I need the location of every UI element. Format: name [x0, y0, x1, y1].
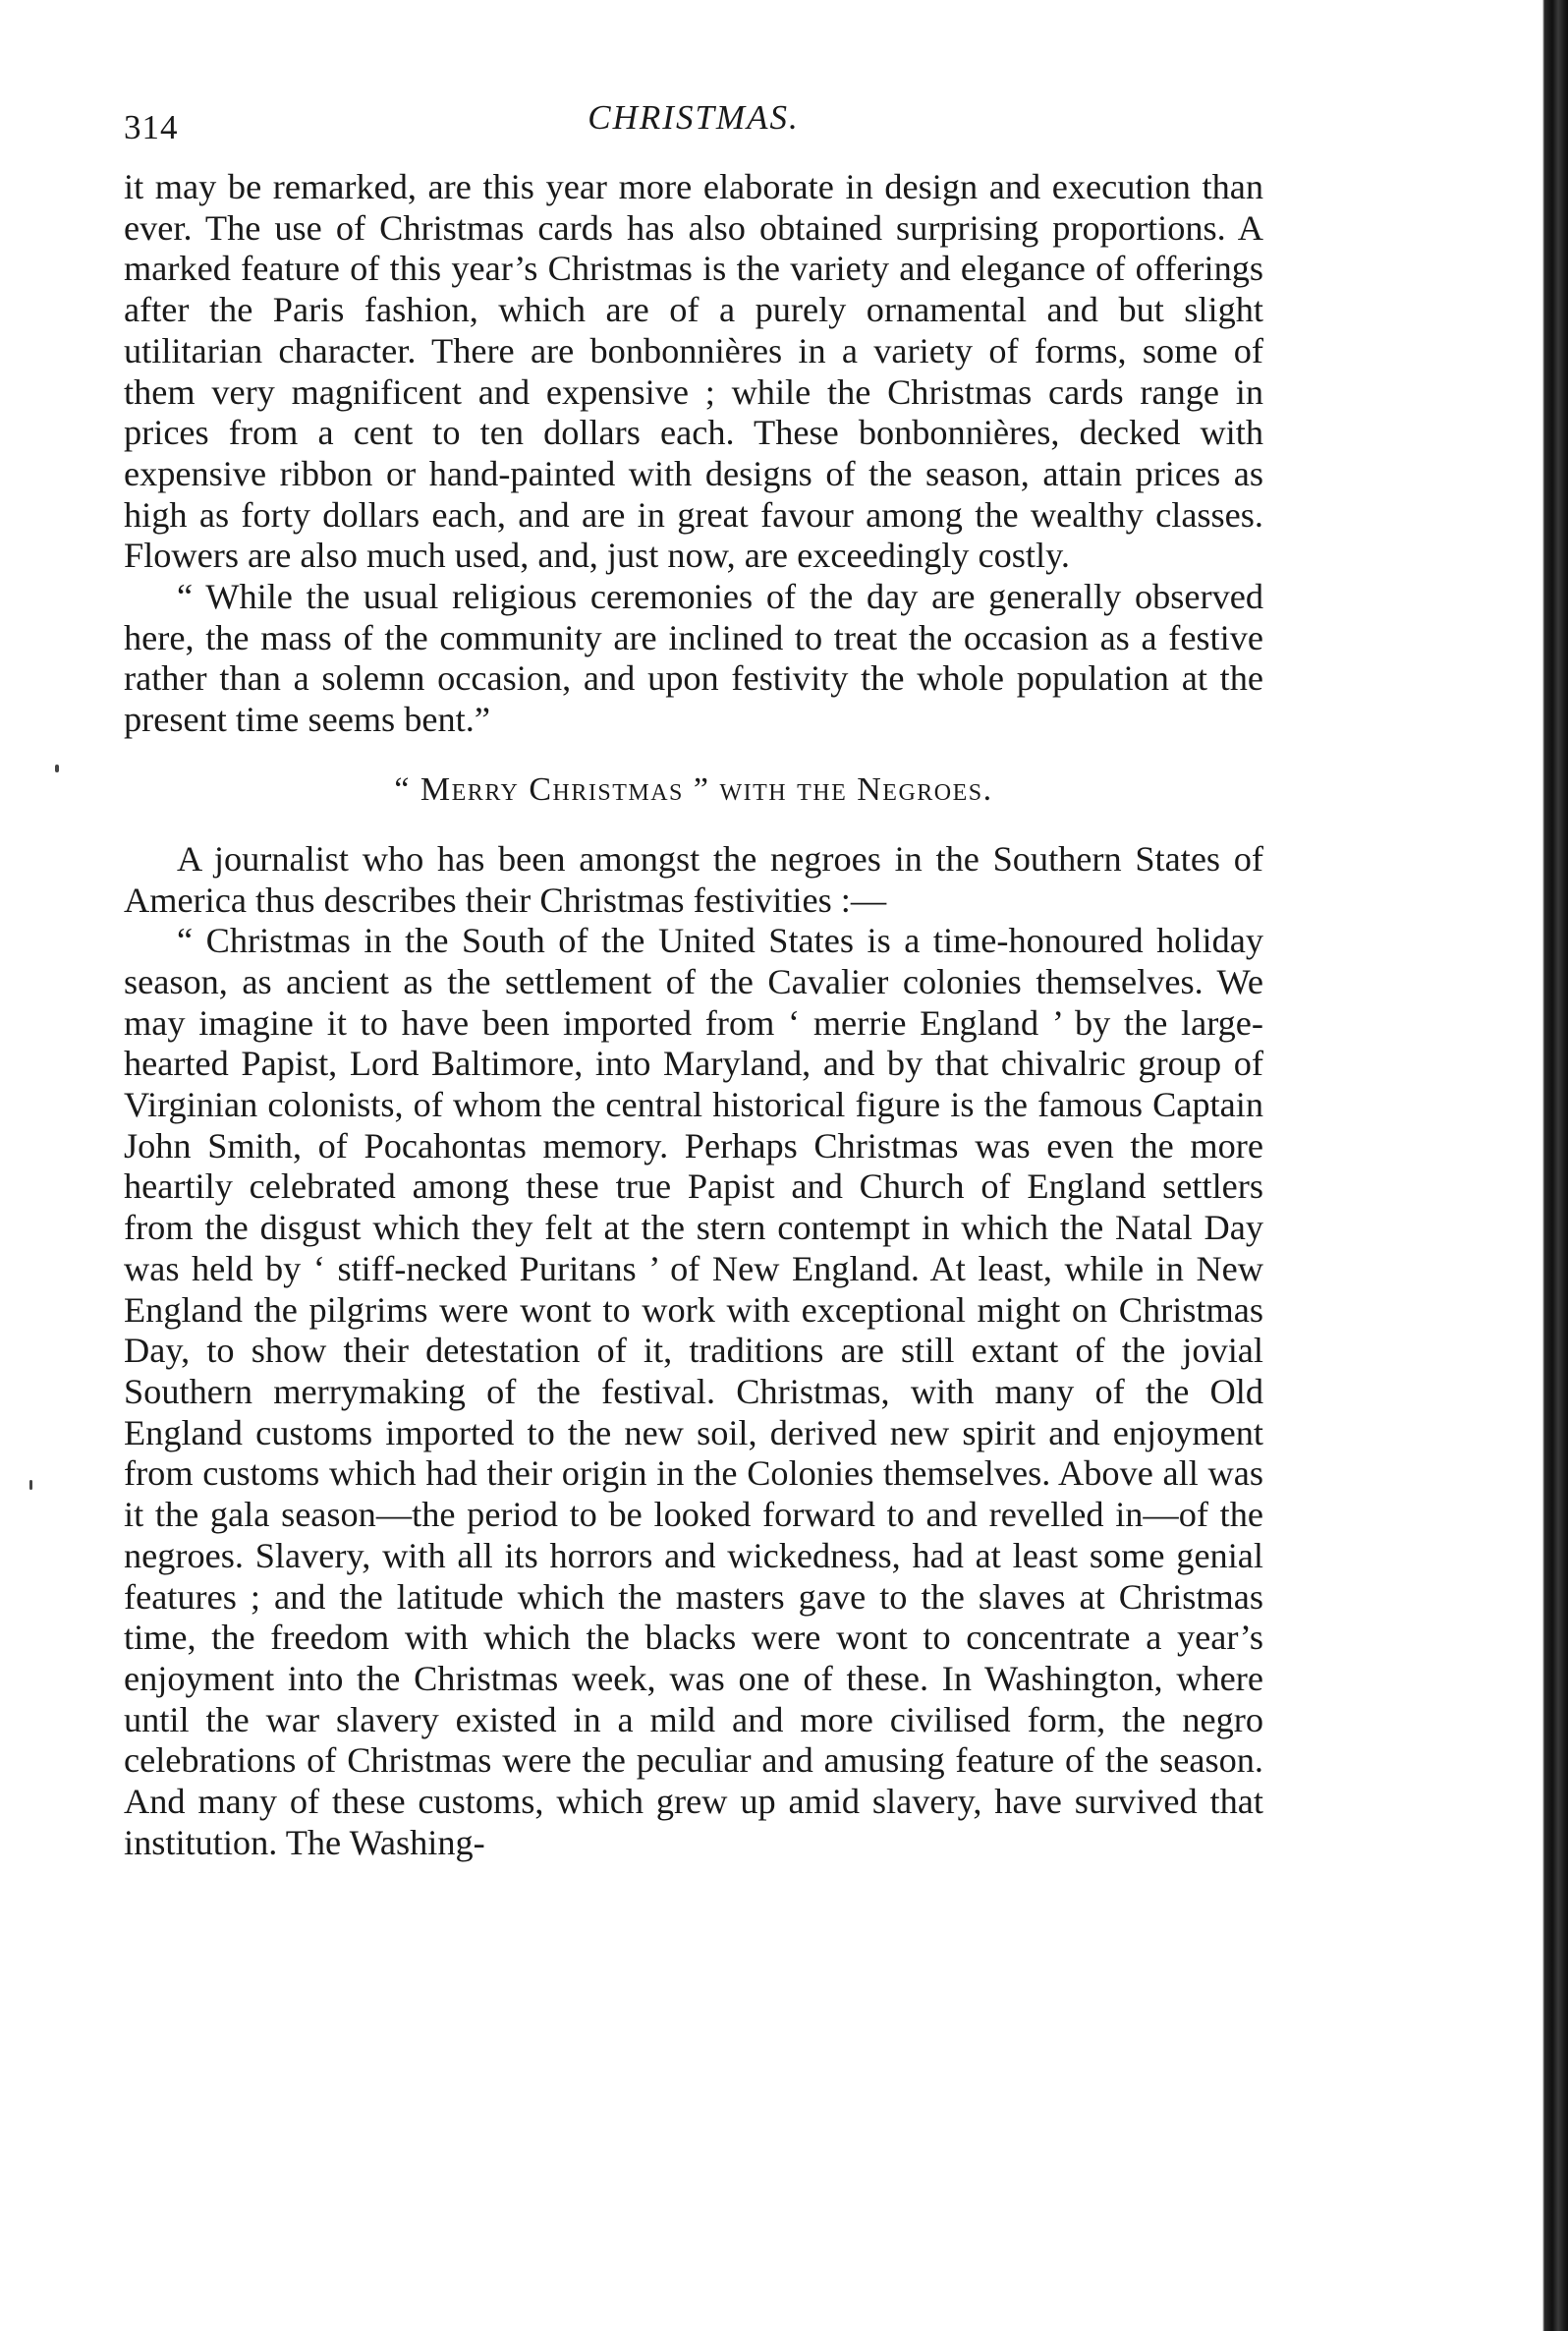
page-number: 314 — [124, 108, 179, 146]
section-heading: “ Merry Christmas ” with the Negroes. — [394, 770, 993, 808]
paragraph-continued: it may be remarked, are this year more elaborate in design and execution than ever. The use of Christmas cards has also obtained surprising proportions. A marked feature of this year’s Christmas is the variety and elegance of offerings after the Paris fashion, which are of a purely ornamental and but slight utilitarian character. There are bonbonnières in a variety of forms, some of them very magnificent and expensive ; while the Christmas cards range in prices from a cent to ten dollars each. These bonbonnières, decked with expensive ribbon or hand-painted with designs of the season, attain prices as high as forty dollars each, and are in great favour among the wealthy classes. Flowers are also much used, and, just now, are exceedingly costly. — [124, 167, 1263, 576]
paragraph-main: “ Christmas in the South of the United States is a time-honoured holiday season, as ancient as the settlement of the Cavalier colonies themselves. We may imagine it to have been imported from ‘ merrie England ’ by the large-hearted Papist, Lord Baltimore, into Maryland, and by that chivalric group of Virginian colonists, of whom the central historical figure is the famous Captain John Smith, of Pocahontas memory. Perhaps Christmas was even the more heartily celebrated among these true Papist and Church of England settlers from the disgust which they felt at the stern contempt in which the Natal Day was held by ‘ stiff-necked Puritans ’ of New England. At least, while in New England the pilgrims were wont to work with exceptional might on Christmas Day, to show their detestation of it, traditions are still extant of the jovial Southern merrymaking of the festival. Christmas, with many of the Old England customs imported to the new soil, derived new spirit and enjoyment from customs which had their origin in the Colonies themselves. Above all was it the gala season—the period to be looked forward to and revelled in—of the negroes. Slavery, with all its horrors and wickedness, had at least some genial features ; and the latitude which the masters gave to the slaves at Christmas time, the freedom with which the blacks were wont to concentrate a year’s enjoyment into the Christmas week, was one of these. In Washington, where until the war slavery existed in a mild and more civilised form, the negro celebrations of Christmas were the peculiar and amusing feature of the season. And many of these customs, which grew up amid slavery, have survived that institution. The Washing- — [124, 921, 1263, 1862]
stray-ink-mark — [55, 765, 59, 772]
running-title: CHRISTMAS. — [588, 98, 800, 137]
running-head — [124, 98, 1263, 149]
stray-ink-mark — [29, 1480, 32, 1490]
body-text — [124, 167, 1263, 1863]
paragraph-quote: “ While the usual religious ceremonies of the day are generally observed here, the mass of the community are inclined to treat the occasion as a festive rather than a solemn occasion, and upon festivity the whole population at the present time seems bent.” — [124, 577, 1263, 740]
paragraph-intro: A journalist who has been amongst the negroes in the Southern States of America thus describes their Christmas festivities :— — [124, 838, 1263, 920]
binding-edge — [1527, 0, 1568, 2331]
